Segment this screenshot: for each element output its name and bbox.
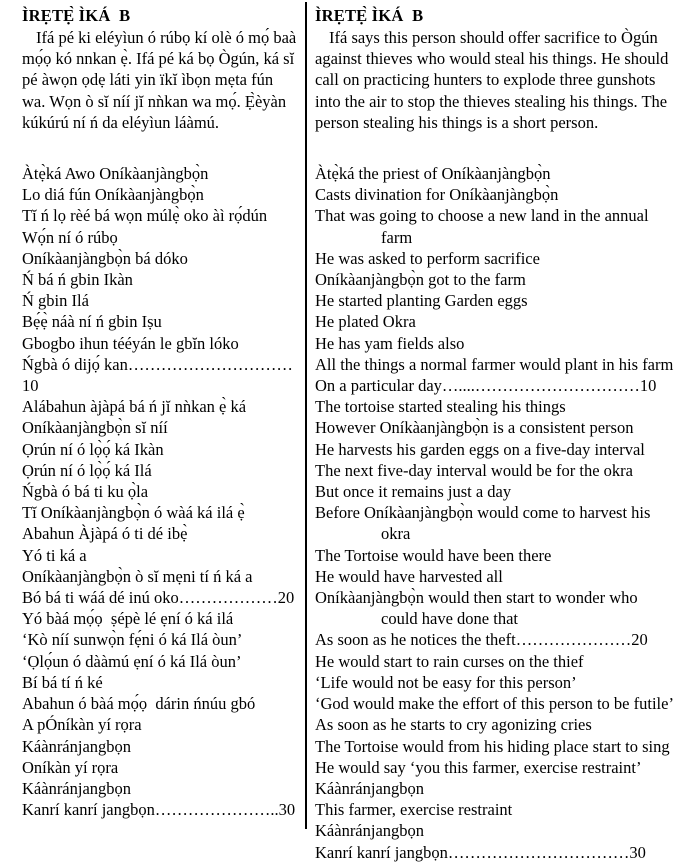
verse-line: Káànránjangbọn xyxy=(315,821,425,841)
verse-line: Yó ti ká a xyxy=(22,545,87,565)
verse-line: The Tortoise would from his hiding place start to sing xyxy=(315,736,670,756)
prose-paragraph-yoruba xyxy=(22,27,299,133)
verse-line: On a particular day…....…………………………10 xyxy=(315,376,657,396)
verse-line: Lo diá fún Oníkàanjàngbọ̀n xyxy=(22,185,204,205)
section-spacer-right xyxy=(315,133,684,163)
verse-line: ‘Life would not be easy for this person’ xyxy=(315,672,577,692)
verse-line: Alábahun àjàpá bá ń jĭ nǹkan ẹ̀ ká xyxy=(22,397,247,417)
verse-line: okra xyxy=(381,524,411,544)
verse-line: Abahun Àjàpá ó ti dé ibẹ̀ xyxy=(22,524,188,544)
verse-line: This farmer, exercise restraint xyxy=(315,800,513,820)
verse-line: ‘Kò níí sunwọ̀n fẹ́ni ó ká Ilá òun’ xyxy=(22,630,243,650)
verse-line: Ọrún ní ó lọ̀ọ́ ká Ikàn xyxy=(22,439,164,459)
column-yoruba xyxy=(0,0,305,831)
verse-line: Kanrí kanrí jangbọn…………………..30 xyxy=(22,800,296,820)
verse-line: Tĭ ń lọ rèé bá wọn múlẹ̀ oko àì rọ́dún xyxy=(22,206,268,226)
column-english xyxy=(307,0,688,862)
verse-line: Bó bá ti wáá dé inú oko………………20 xyxy=(22,588,295,608)
verse-line: That was going to choose a new land in the annual xyxy=(315,206,649,226)
verse-line: ‘Ọlọ́un ó dààmú ẹní ó ká Ilá òun’ xyxy=(22,651,242,671)
verse-line: Bí bá tí ń ké xyxy=(22,672,103,692)
verse-line: As soon as he notices the theft…………………20 xyxy=(315,630,648,650)
verse-line: The Tortoise would have been there xyxy=(315,545,552,565)
verse-line: Before Oníkàanjàngbọ̀n would come to harvest his xyxy=(315,503,651,523)
verse-line: He was asked to perform sacrifice xyxy=(315,248,540,268)
verse-line: Àtẹ̀ká Awo Oníkàanjàngbọ̀n xyxy=(22,164,209,184)
verse-line: He would start to rain curses on the thief xyxy=(315,651,584,671)
verse-line: However Oníkàanjàngbọ̀n is a consistent person xyxy=(315,418,634,438)
verse-line: Káànránjangbọn xyxy=(315,778,425,798)
verse-line: Bẹ́ẹ̀ náà ní ń gbin Iṣu xyxy=(22,312,162,332)
verse-lines-english xyxy=(315,163,684,863)
verse-line: He started planting Garden eggs xyxy=(315,291,528,311)
verse-line: As soon as he starts to cry agonizing cries xyxy=(315,715,592,735)
verse-line: But once it remains just a day xyxy=(315,482,512,502)
prose-text-yoruba: Ifá pé ki eléyìun ó rúbọ kí olè ó mọ́ baà mọ́ọ kó nnkan ẹ̀. Ifá pé ká bọ Ògún, ká sĭ pé àwọn ọdẹ láti yin ïkĭ ìbọn mẹta fún wa. Wọn ò sĭ níí jĭ nǹkan wa mọ́. Ẹ̀èyàn kúkúrú ní ń da eléyìun láàmú. xyxy=(22,28,297,132)
verse-line: ‘God would make the effort of this person to be futile’ xyxy=(315,694,674,714)
verse-line: Káànránjangbọn xyxy=(22,778,132,798)
verse-line: Oníkàanjàngbọ̀n ò sĭ mẹni tí ń ká a xyxy=(22,566,253,586)
page-title-english: ÌRẸTẸ̀ ÌKÁ B xyxy=(315,6,424,25)
verse-line: Wọ́n ní ó rúbọ xyxy=(22,227,118,247)
verse-line: Ń gbin Ilá xyxy=(22,291,89,311)
verse-line: He harvests his garden eggs on a five-day interval xyxy=(315,439,645,459)
verse-line: Oníkàanjàngbọ̀n bá dóko xyxy=(22,248,188,268)
verse-line: Ọrún ní ó lọ̀ọ́ ká Ilá xyxy=(22,460,152,480)
verse-line: Oníkàanjàngbọ̀n sĭ níí xyxy=(22,418,168,438)
verse-line: Ń bá ń gbin Ikàn xyxy=(22,270,133,290)
section-spacer-left xyxy=(22,133,299,163)
verse-line: Yó bàá mọ́ọ ṣépè lé ẹní ó ká ilá xyxy=(22,609,234,629)
verse-line: farm xyxy=(381,227,413,247)
verse-line: Gbogbo ihun tééyán le gbĭn lóko xyxy=(22,333,239,353)
verse-line: Káànránjangbọn xyxy=(22,736,132,756)
verse-line: Ńgbà ó bá ti ku ọ̀la xyxy=(22,482,149,502)
verse-line: Kanrí kanrí jangbọn……………………………30 xyxy=(315,842,646,862)
verse-line: Abahun ó bàá mọ́ọ dárin ńnúu gbó xyxy=(22,694,256,714)
verse-line: could have done that xyxy=(381,609,518,629)
verse-line: He plated Okra xyxy=(315,312,416,332)
verse-line: Oníkàn yí rọra xyxy=(22,757,119,777)
verse-line: Casts divination for Oníkàanjàngbọ̀n xyxy=(315,185,559,205)
prose-text-english: Ifá says this person should offer sacrifice to Ògún against thieves who would steal his things. He should call on practicing hunters to explode three gunshots into the air to stop the thieves stealing his things. The person stealing his things is a short person. xyxy=(315,28,669,132)
verse-line: Ńgbà ó dijọ́ kan…………………………10 xyxy=(22,354,293,396)
prose-paragraph-english xyxy=(315,27,684,133)
verse-line: He has yam fields also xyxy=(315,333,465,353)
verse-line: Oníkàanjàngbọ̀n would then start to wonder who xyxy=(315,588,638,608)
verse-line: Tĭ Oníkàanjàngbọ̀n ó wàá ká ilá ẹ̀ xyxy=(22,503,245,523)
verse-line: He would have harvested all xyxy=(315,566,503,586)
verse-line: A pÓníkàn yí rọra xyxy=(22,715,142,735)
verse-lines-yoruba xyxy=(22,163,299,820)
verse-line: Oníkàanjàngbọ̀n got to the farm xyxy=(315,270,526,290)
page-title-yoruba: ÌRẸTẸ̀ ÌKÁ B xyxy=(22,6,131,25)
verse-line: All the things a normal farmer would plant in his farm xyxy=(315,354,674,374)
verse-line: The next five-day interval would be for the okra xyxy=(315,460,633,480)
verse-line: Àtẹ̀ká the priest of Oníkàanjàngbọ̀n xyxy=(315,164,551,184)
verse-line: The tortoise started stealing his things xyxy=(315,397,566,417)
verse-line: He would say ‘you this farmer, exercise restraint’ xyxy=(315,757,642,777)
